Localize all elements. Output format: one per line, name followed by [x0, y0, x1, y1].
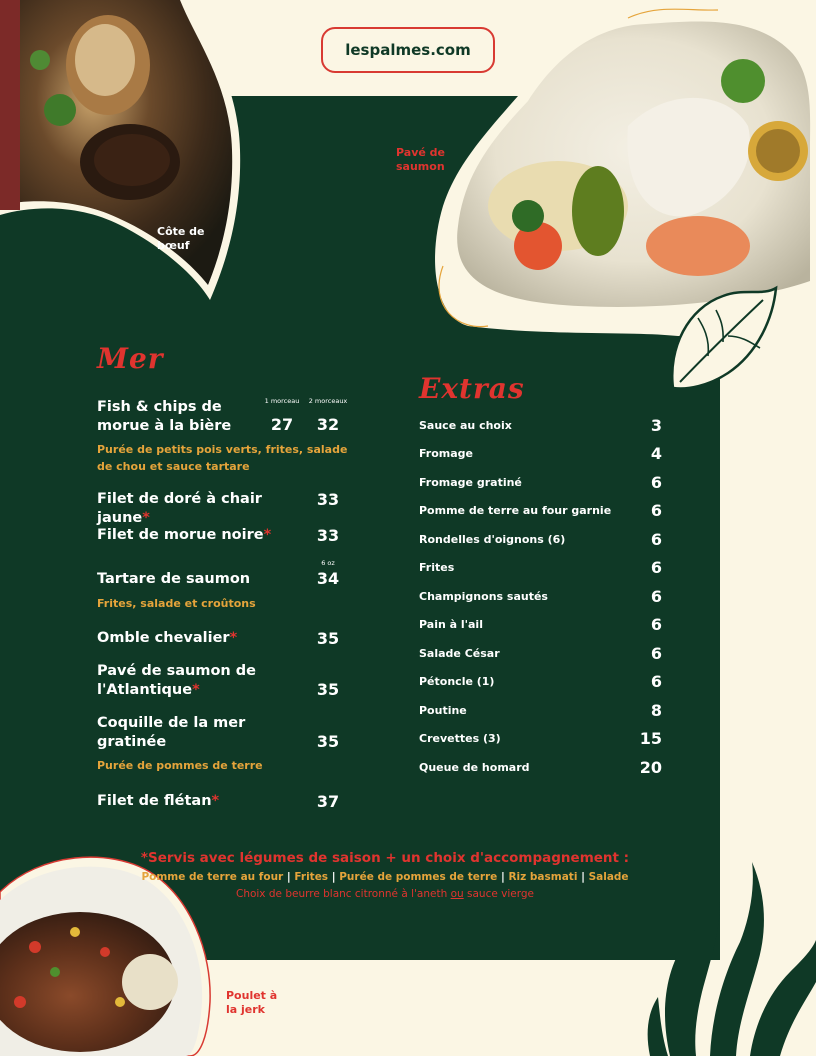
extra-row: [419, 415, 662, 435]
website-link[interactable]: lespalmes.com: [321, 27, 495, 73]
extra-price: 20: [639, 757, 662, 777]
side-option: Salade: [588, 871, 629, 883]
section-title-mer: Mer: [97, 342, 164, 375]
price-label: 2 morceaux: [308, 397, 348, 405]
footer-headline: *Servis avec légumes de saison + un choix d'accompagnement :: [140, 850, 630, 866]
extra-row: [419, 529, 662, 549]
extra-row: [419, 643, 662, 663]
caption-pave-de-saumon: Pavé de saumon: [396, 146, 445, 173]
extra-name: Fromage gratiné: [419, 475, 522, 489]
extra-row: [419, 557, 662, 577]
menu-item-name: Filet de morue noire*: [97, 527, 272, 543]
star-marker: *: [192, 682, 200, 698]
star-marker: *: [142, 510, 150, 526]
menu-item-price: 33: [316, 526, 340, 545]
menu-item-description: Purée de petits pois verts, frites, salade de chou et sauce tartare: [97, 443, 348, 473]
extra-row: [419, 757, 662, 777]
extra-name: Fromage: [419, 446, 474, 460]
menu-item-name: Pavé de saumon de l'Atlantique*: [97, 663, 257, 698]
extra-price: 15: [639, 728, 662, 748]
extra-price: 6: [650, 614, 662, 634]
extra-row: [419, 614, 662, 634]
extra-price: 6: [650, 586, 662, 606]
extra-price: 4: [650, 443, 662, 463]
side-option: Purée de pommes de terre: [339, 871, 498, 883]
star-marker: *: [263, 527, 272, 543]
extra-price: 6: [650, 671, 662, 691]
extra-row: [419, 586, 662, 606]
extra-price: 6: [650, 643, 662, 663]
menu-item-description: Frites, salade et croûtons: [97, 597, 256, 610]
star-marker: *: [229, 630, 238, 646]
extra-name: Crevettes (3): [419, 731, 501, 745]
extra-price: 6: [650, 500, 662, 520]
extra-price: 6: [650, 529, 662, 549]
menu-item-price: 35: [316, 629, 340, 648]
footer-sides: Pomme de terre au four | Frites | Purée de pommes de terre | Riz basmati | Salade: [141, 871, 629, 883]
cote-de-boeuf-photo: [0, 0, 250, 310]
extra-name: Frites: [419, 560, 455, 574]
menu-item-price: 37: [316, 792, 340, 811]
extra-row: [419, 671, 662, 691]
section-title-extras: Extras: [419, 372, 525, 405]
menu-item-description: Purée de pommes de terre: [97, 759, 263, 772]
menu-item-name: Filet de doré à chair jaune*: [97, 491, 262, 526]
leaf-outline-icon: [668, 278, 780, 396]
menu-item-name: Fish & chips de morue à la bière: [97, 399, 232, 434]
menu-item-name: Omble chevalier*: [97, 630, 238, 646]
extra-price: 6: [650, 472, 662, 492]
extra-name: Pomme de terre au four garnie: [419, 503, 612, 517]
extra-name: Pétoncle (1): [419, 674, 495, 688]
price-label: 6 oz: [321, 559, 335, 567]
menu-item-name: Coquille de la mer gratinée: [97, 715, 246, 750]
menu-item-name: Tartare de saumon: [97, 571, 251, 587]
extra-name: Sauce au choix: [419, 418, 512, 432]
caption-cote-de-boeuf: Côte de bœuf: [157, 225, 205, 252]
menu-item-name: Filet de flétan*: [97, 793, 220, 809]
extra-row: [419, 728, 662, 748]
extra-name: Poutine: [419, 703, 467, 717]
extra-name: Queue de homard: [419, 760, 530, 774]
menu-item-price: 34: [316, 569, 340, 588]
extra-price: 8: [650, 700, 662, 720]
menu-item-price: 27: [270, 415, 294, 434]
side-option: Riz basmati: [508, 871, 578, 883]
extra-name: Salade César: [419, 646, 500, 660]
extra-name: Pain à l'ail: [419, 617, 483, 631]
extra-row: [419, 500, 662, 520]
caption-poulet-a-la-jerk: Poulet à la jerk: [226, 989, 278, 1016]
menu-item-price: 35: [316, 680, 340, 699]
footer-sauce: Choix de beurre blanc citronné à l'aneth ou sauce vierge: [235, 888, 534, 900]
extra-name: Champignons sautés: [419, 589, 548, 603]
side-option: Pomme de terre au four: [141, 871, 284, 883]
menu-item-price: 35: [316, 732, 340, 751]
extra-row: [419, 472, 662, 492]
side-option: Frites: [294, 871, 329, 883]
extra-price: 3: [650, 415, 662, 435]
extra-row: [419, 700, 662, 720]
extra-name: Rondelles d'oignons (6): [419, 532, 566, 546]
star-marker: *: [211, 793, 220, 809]
menu-item-price: 33: [316, 490, 340, 509]
menu-item-price: 32: [316, 415, 340, 434]
sauce-or: ou: [450, 888, 464, 900]
price-label: 1 morceau: [264, 397, 300, 405]
extra-row: [419, 443, 662, 463]
extra-price: 6: [650, 557, 662, 577]
